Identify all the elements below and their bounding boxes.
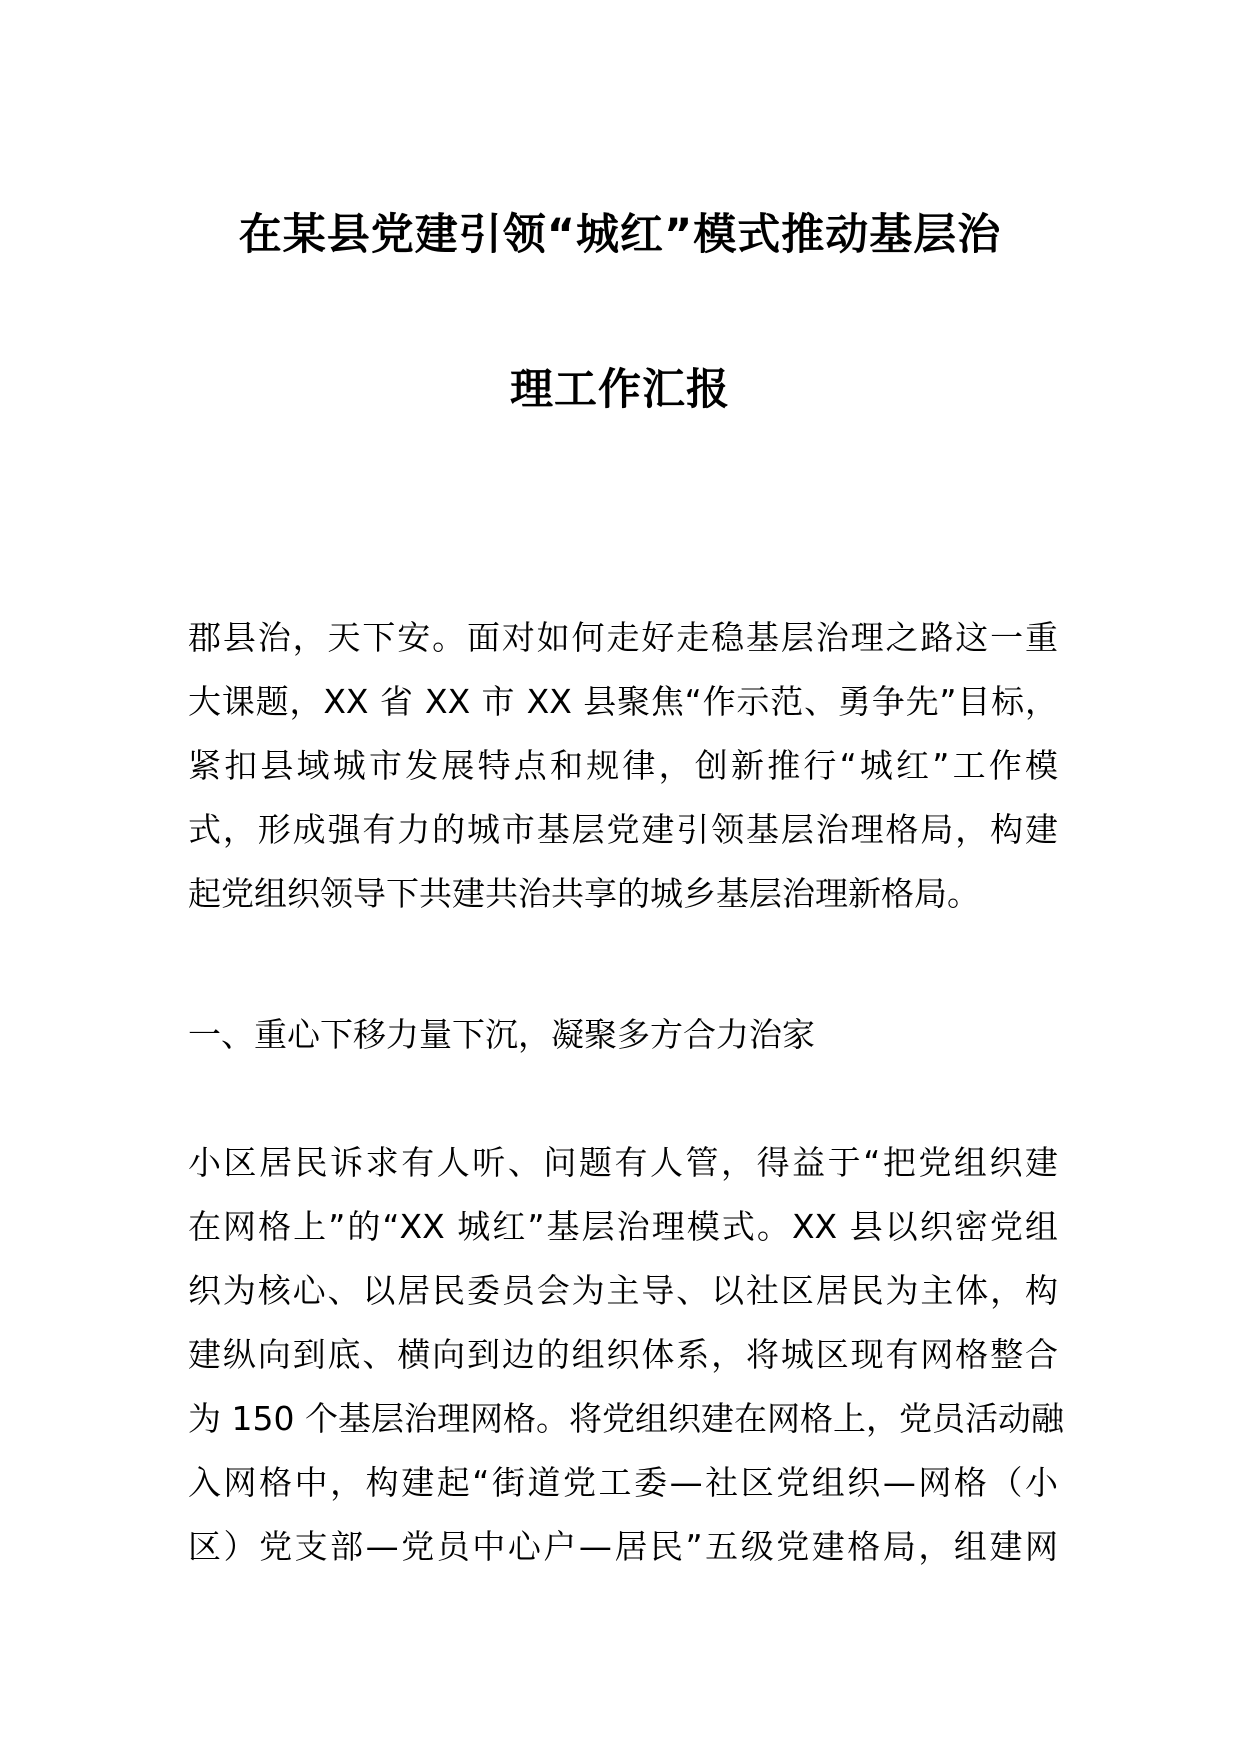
paragraph-line: 大课题，XX 省 XX 市 XX 县聚焦“作示范、勇争先”目标， xyxy=(188,682,1058,721)
section-heading-1 xyxy=(188,1003,1058,1067)
paragraph-line: 小区居民诉求有人听、问题有人管，得益于“把党组织建 xyxy=(188,1143,1058,1182)
section-heading-text: 一、重心下移力量下沉，凝聚多方合力治家 xyxy=(188,1015,815,1054)
paragraph-line: 建纵向到底、横向到边的组织体系，将城区现有网格整合 xyxy=(188,1335,1058,1374)
paragraph-line: 紧扣县域城市发展特点和规律，创新推行“城红”工作模 xyxy=(188,746,1058,785)
paragraph-line: 在网格上”的“XX 城红”基层治理模式。XX 县以织密党组 xyxy=(188,1207,1058,1246)
document-title-line-2: 理工作汇报 xyxy=(510,365,730,415)
paragraph-line: 起党组织领导下共建共治共享的城乡基层治理新格局。 xyxy=(188,874,980,913)
paragraph-line: 织为核心、以居民委员会为主导、以社区居民为主体，构 xyxy=(188,1271,1058,1310)
paragraph-line: 为 150 个基层治理网格。将党组织建在网格上，党员活动融 xyxy=(188,1399,1064,1438)
paragraph-line: 郡县治，天下安。面对如何走好走稳基层治理之路这一重 xyxy=(188,618,1058,657)
paragraph-line: 入网格中，构建起“街道党工委—社区党组织—网格（小 xyxy=(188,1463,1058,1502)
paragraph-line: 区）党支部—党员中心户—居民”五级党建格局，组建网 xyxy=(188,1527,1058,1566)
paragraph-line: 式，形成强有力的城市基层党建引领基层治理格局，构建 xyxy=(188,810,1058,849)
document-title-line-1: 在某县党建引领“城红”模式推动基层治 xyxy=(238,210,1002,260)
section-1-paragraph xyxy=(188,1131,1064,1579)
intro-paragraph xyxy=(188,606,1058,926)
